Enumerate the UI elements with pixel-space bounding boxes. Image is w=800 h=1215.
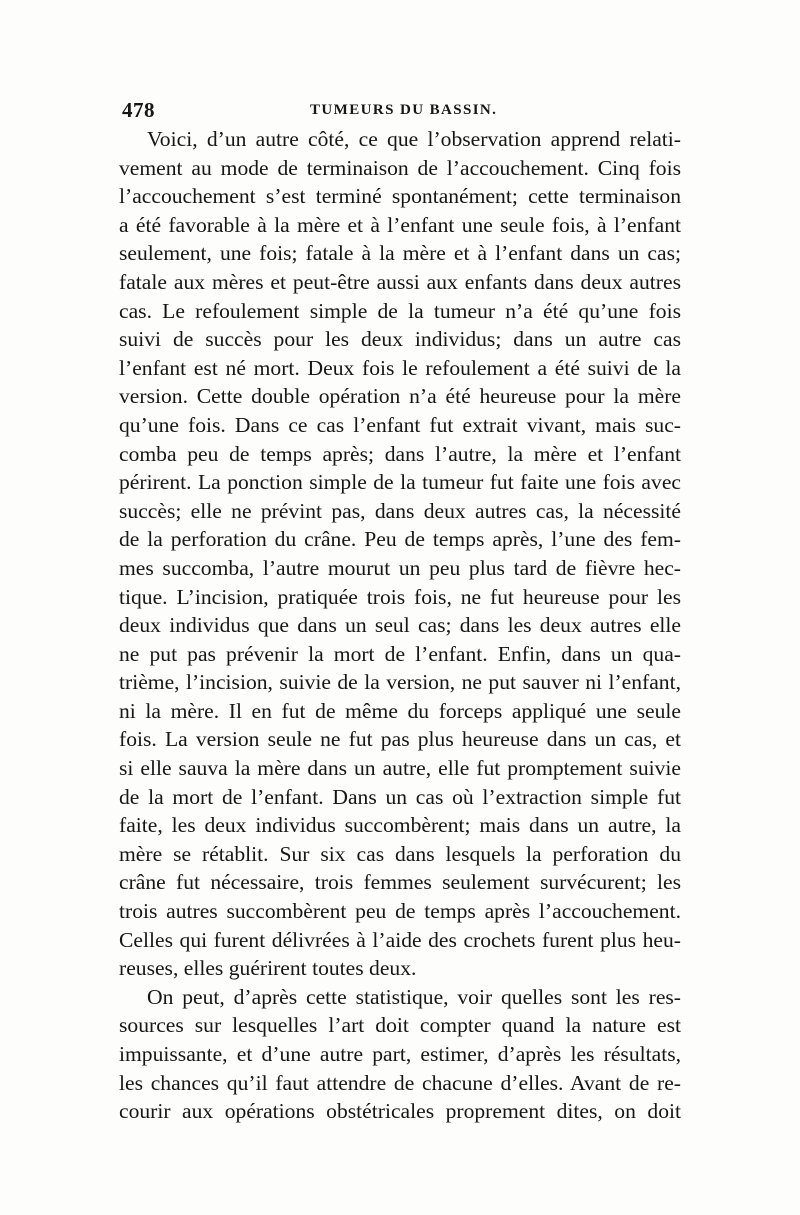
text-line: cas. Le refoulement simple de la tumeur n’a été qu’une fois	[119, 298, 681, 323]
text-line: comba peu de temps après; dans l’autre, la mère et l’enfant	[119, 441, 681, 466]
text-line: On peut, d’après cette statistique, voir quelles sont les res-	[147, 984, 681, 1009]
text-line: suivi de succès pour les deux individus; dans un autre cas	[119, 327, 681, 352]
text-line: de la mort de l’enfant. Dans un cas où l’extraction simple fut	[119, 784, 681, 809]
text-line: succès; elle ne prévint pas, dans deux autres cas, la nécessité	[119, 498, 681, 523]
text-line: deux individus que dans un seul cas; dans les deux autres elle	[119, 613, 681, 638]
text-line: les chances qu’il faut attendre de chacune d’elles. Avant de re-	[119, 1070, 681, 1095]
text-line: fatale aux mères et peut-être aussi aux enfants dans deux autres	[119, 269, 681, 294]
running-title: TUMEURS DU BASSIN.	[310, 102, 498, 118]
page-header	[122, 98, 682, 128]
text-line: reuses, elles guérirent toutes deux.	[119, 956, 417, 981]
text-line: mes succomba, l’autre mourut un peu plus tard de fièvre hec-	[119, 555, 681, 580]
paragraph	[119, 125, 681, 983]
text-line: de la perforation du crâne. Peu de temps après, l’une des fem-	[119, 527, 681, 552]
text-line: tique. L’incision, pratiquée trois fois, ne fut heureuse pour les	[119, 584, 681, 609]
text-line: fois. La version seule ne fut pas plus heureuse dans un cas, et	[119, 727, 681, 752]
text-line: Voici, d’un autre côté, ce que l’observation apprend relati-	[147, 127, 681, 151]
text-line: qu’une fois. Dans ce cas l’enfant fut extrait vivant, mais suc-	[119, 412, 681, 437]
text-line: si elle sauva la mère dans un autre, elle fut promptement suivie	[119, 756, 681, 781]
text-line: l’accouchement s’est terminé spontanément; cette terminaison	[119, 184, 681, 209]
text-line: ne put pas prévenir la mort de l’enfant. Enfin, dans un qua-	[119, 641, 681, 666]
text-line: faite, les deux individus succombèrent; mais dans un autre, la	[119, 813, 681, 838]
page-number: 478	[122, 98, 155, 122]
text-line: périrent. La ponction simple de la tumeur fut faite une fois avec	[119, 470, 681, 495]
text-line: l’enfant est né mort. Deux fois le refoulement a été suivi de la	[119, 355, 681, 380]
text-line: mère se rétablit. Sur six cas dans lesquels la perforation du	[119, 841, 681, 866]
text-line: impuissante, et d’une autre part, estimer, d’après les résultats,	[119, 1042, 681, 1066]
paragraph	[119, 983, 681, 1126]
text-line: a été favorable à la mère et à l’enfant une seule fois, à l’enfant	[119, 212, 681, 237]
text-line: ni la mère. Il en fut de même du forceps appliqué une seule	[119, 698, 681, 723]
text-line: vement au mode de terminaison de l’accouchement. Cinq fois	[119, 155, 681, 180]
text-line: trois autres succombèrent peu de temps après l’accouchement.	[119, 899, 681, 924]
text-line: seulement, une fois; fatale à la mère et à l’enfant dans un cas;	[119, 241, 681, 266]
body-text	[119, 125, 681, 1126]
text-line: courir aux opérations obstétricales proprement dites, on doit	[119, 1099, 681, 1124]
text-line: version. Cette double opération n’a été heureuse pour la mère	[119, 384, 681, 409]
text-line: crâne fut nécessaire, trois femmes seulement survécurent; les	[119, 870, 681, 895]
text-line: Celles qui furent délivrées à l’aide des crochets furent plus heu-	[119, 927, 681, 952]
text-line: trième, l’incision, suivie de la version, ne put sauver ni l’enfant,	[119, 670, 681, 695]
text-line: sources sur lesquelles l’art doit compter quand la nature est	[119, 1013, 681, 1038]
